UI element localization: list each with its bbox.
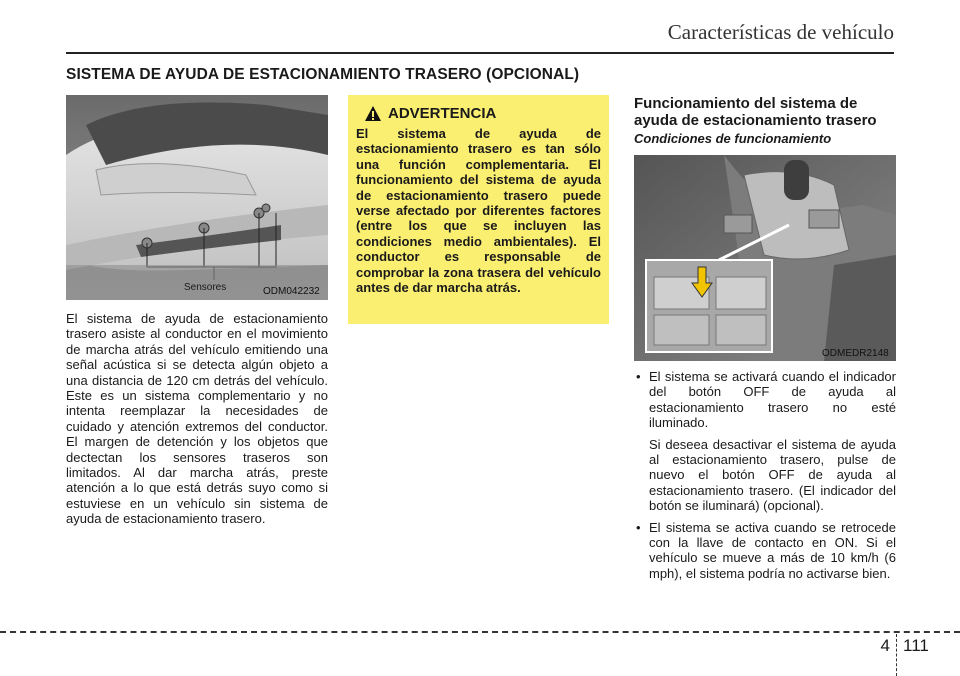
header-rule bbox=[66, 52, 894, 54]
list-item bbox=[634, 369, 896, 431]
page-number-separator bbox=[896, 634, 897, 676]
chapter-number: 4 bbox=[880, 636, 890, 655]
bullet-dot: • bbox=[636, 519, 641, 535]
rear-bumper-figure bbox=[66, 95, 328, 300]
list-item-text: El sistema se activará cuando el indicador del botón OFF de ayuda al estacionamiento trasero no esté iluminado. bbox=[649, 369, 896, 431]
page-number: 111 bbox=[903, 636, 929, 655]
list-item bbox=[634, 520, 896, 582]
sensors-label: Sensores bbox=[184, 282, 227, 293]
operation-heading: Funcionamiento del sistema de ayuda de estacionamiento trasero bbox=[634, 95, 877, 129]
conditions-list bbox=[634, 369, 896, 581]
console-button-figure bbox=[634, 155, 896, 361]
list-item-subparagraph: Si deseea desactivar el sistema de ayuda al estacionamiento trasero, pulse de nuevo el botón OFF de ayuda al estacionamiento trasero. (El indicador del botón se iluminará) (opcional). bbox=[649, 436, 896, 514]
chapter-title: Características de vehículo bbox=[667, 20, 894, 44]
warning-title: ADVERTENCIA bbox=[388, 105, 497, 122]
bullet-dot: • bbox=[636, 369, 641, 384]
section-title: SISTEMA DE AYUDA DE ESTACIONAMIENTO TRASERO (OPCIONAL) bbox=[66, 66, 580, 83]
warning-text: El sistema de ayuda de estacionamiento trasero es tan sólo una función complementaria. El funcionamiento del sistema de ayuda de estacionamiento trasero puede verse afectado por diferentes factores (entre los que se incluyen las condiciones medio ambientales). El conductor es responsable de comprobar la zona trasera del vehículo antes de dar marcha atrás. bbox=[356, 126, 601, 296]
warning-box bbox=[348, 95, 609, 324]
rear-bumper-illustration bbox=[66, 95, 328, 300]
warning-triangle-icon bbox=[364, 105, 382, 122]
footer-rule bbox=[0, 631, 960, 633]
operation-subheading: Condiciones de funcionamiento bbox=[634, 131, 832, 146]
figure-code: ODMEDR2148 bbox=[822, 348, 889, 359]
list-item-text: El sistema se activa cuando se retrocede con la llave de contacto en ON. Si el vehículo se mueve a más de 10 km/h (6 mph), el sistema podría no activarse bien. bbox=[649, 519, 896, 581]
warning-header bbox=[364, 105, 601, 122]
console-illustration bbox=[634, 155, 896, 361]
figure-code: ODM042232 bbox=[263, 286, 320, 297]
intro-paragraph: El sistema de ayuda de estacionamiento trasero asiste al conductor en el movimiento de marcha atrás del vehículo emitiendo una señal acústica si se detecta algún objeto a una distancia de 120 cm detrás del vehículo. Este es un sistema complementario y no intenta reemplazar la necesidades de cuidado y atención extremos del conductor. El margen de detención y los objetos que dectectan los sensores traseros son limitados. Al dar marcha atrás, preste atención a lo que está detrás suyo como si estuviese en un vehículo sin sistema de ayuda de estacionamiento trasero. bbox=[66, 311, 328, 527]
